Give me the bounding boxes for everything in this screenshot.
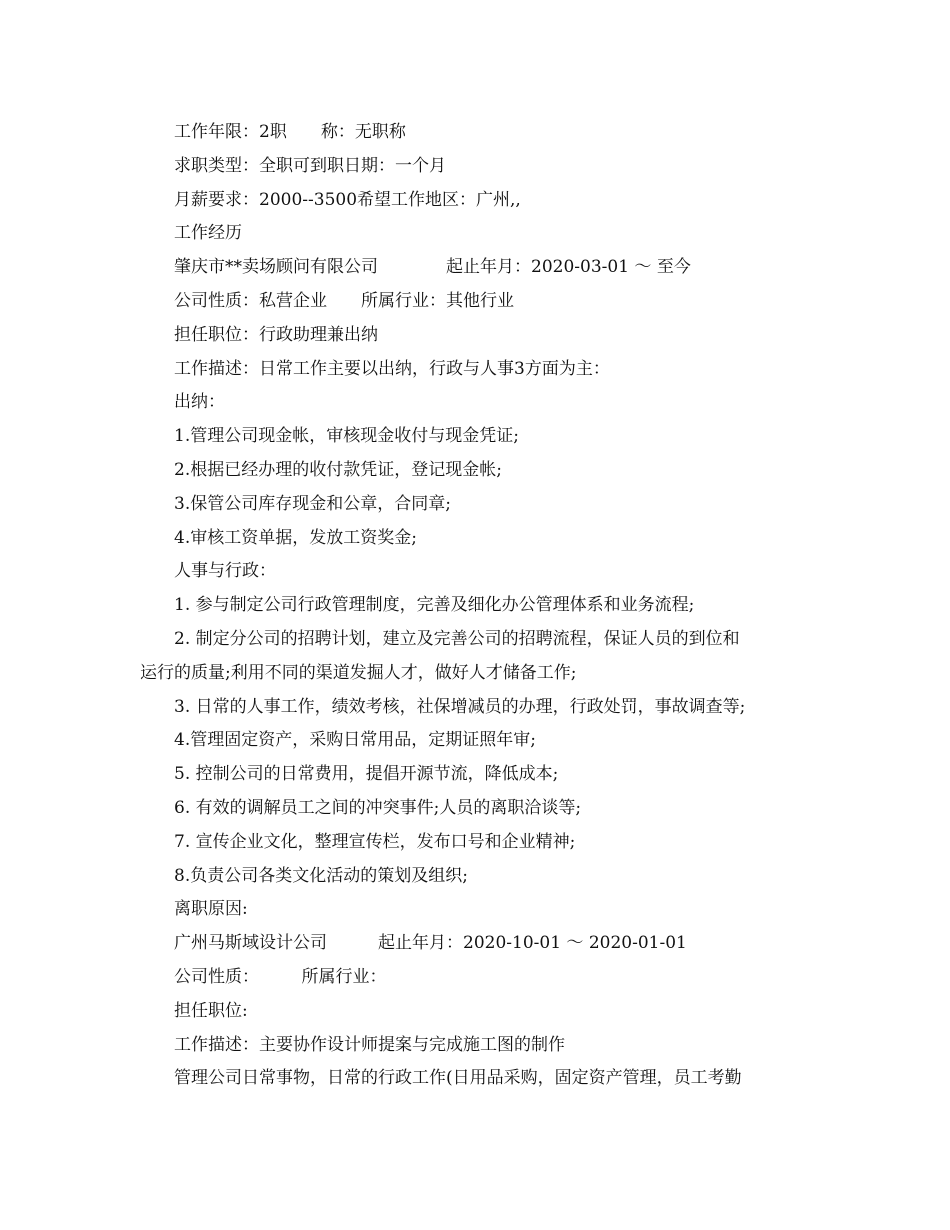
company-2-position-line: 担任职位: [174,1000,248,1021]
company-1-description-line: 工作描述：日常工作主要以出纳，行政与人事3方面为主： [174,358,610,379]
company-2-line: 广州马斯域设计公司 起止年月：2020-10-01 ～ 2020-01-01 [174,933,687,954]
company-1-nature-line: 公司性质：私营企业 所属行业：其他行业 [174,290,514,311]
cashier-item-4: 4.审核工资单据，发放工资奖金; [174,527,417,548]
hr-admin-item-8: 8.负责公司各类文化活动的策划及组织; [174,865,468,886]
hr-admin-item-2: 2. 制定分公司的招聘计划，建立及完善公司的招聘流程，保证人员的到位和 [174,628,740,649]
resume-work-experience [140,116,820,1096]
company-2-nature-line: 公司性质： 所属行业： [174,966,387,987]
company-2-duties-line: 管理公司日常事物，日常的行政工作(日用品采购，固定资产管理，员工考勤 [174,1068,742,1089]
hr-admin-item-7: 7. 宣传企业文化，整理宣传栏，发布口号和企业精神; [174,831,576,852]
hr-admin-heading: 人事与行政： [174,561,276,582]
hr-admin-item-4: 4.管理固定资产，采购日常用品，定期证照年审; [174,730,536,751]
company-1-line: 肇庆市**卖场顾问有限公司 起止年月：2020-03-01 ～ 至今 [174,257,691,278]
job-type-line: 求职类型：全职可到职日期：一个月 [174,155,446,176]
cashier-item-2: 2.根据已经办理的收付款凭证，登记现金帐; [174,459,502,480]
leave-reason-line: 离职原因: [174,899,248,920]
cashier-heading: 出纳： [174,392,225,413]
hr-admin-item-6: 6. 有效的调解员工之间的冲突事件;人员的离职洽谈等; [174,797,582,818]
salary-line: 月薪要求：2000--3500希望工作地区：广州,, [174,189,521,210]
hr-admin-item-1: 1. 参与制定公司行政管理制度，完善及细化办公管理体系和业务流程; [174,595,695,616]
hr-admin-item-2-continued: 运行的质量;利用不同的渠道发掘人才，做好人才储备工作; [140,662,577,683]
section-heading-work-experience: 工作经历 [174,223,242,244]
company-1-position-line: 担任职位：行政助理兼出纳 [174,324,378,345]
hr-admin-item-3: 3. 日常的人事工作，绩效考核，社保增减员的办理，行政处罚，事故调查等; [174,696,746,717]
cashier-item-3: 3.保管公司库存现金和公章，合同章; [174,493,451,514]
hr-admin-item-5: 5. 控制公司的日常费用，提倡开源节流，降低成本; [174,764,559,785]
cashier-item-1: 1.管理公司现金帐，审核现金收付与现金凭证; [174,426,519,447]
company-2-description-line: 工作描述：主要协作设计师提案与完成施工图的制作 [174,1034,565,1055]
work-years-line: 工作年限：2职 称：无职称 [174,122,406,142]
